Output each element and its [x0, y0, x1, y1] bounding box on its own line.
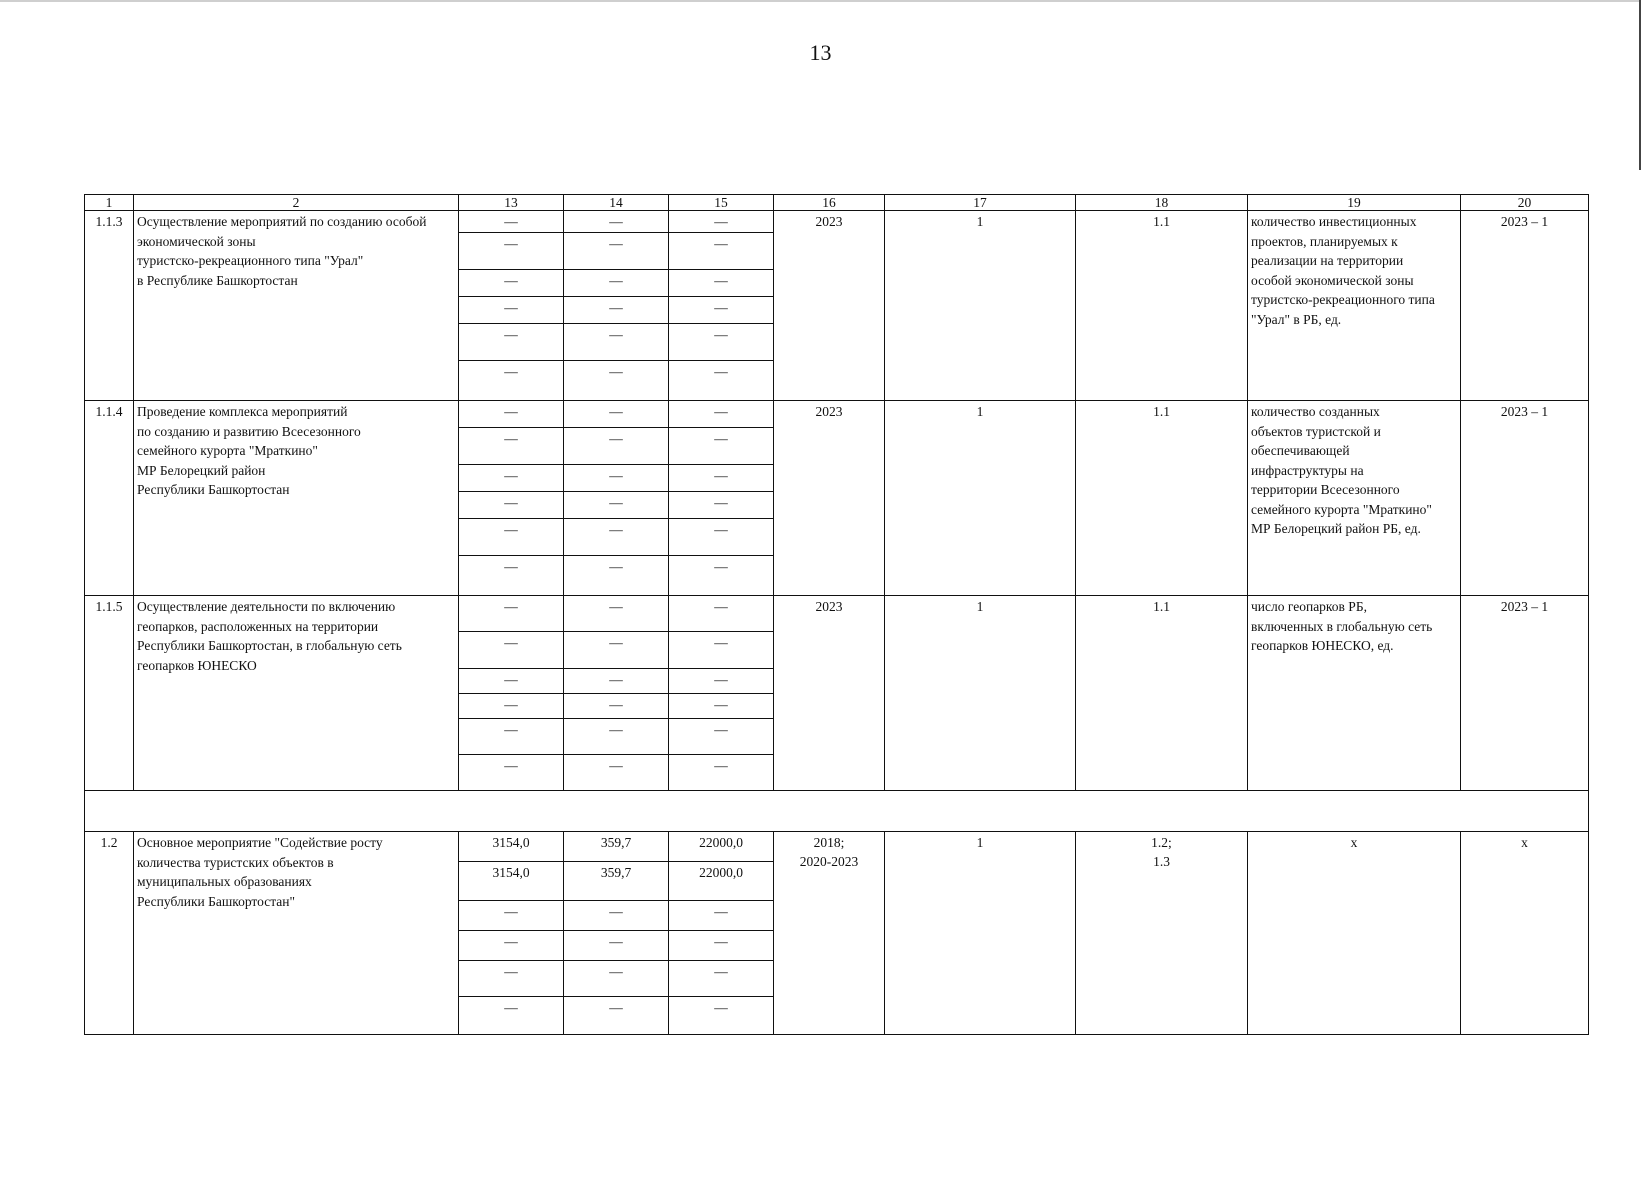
indicator-name-line: "Урал" в РБ, ед.	[1251, 311, 1342, 327]
indicator-name	[1248, 596, 1461, 791]
table-row	[85, 832, 1589, 862]
activity-number: 1.1.5	[85, 596, 134, 791]
header-cell: 15	[669, 195, 774, 211]
funding-cell-col15: —	[669, 669, 774, 694]
activity-name-line: Осуществление мероприятий по созданию особой	[137, 214, 427, 229]
table-row	[85, 211, 1589, 233]
funding-cell-col14: —	[564, 211, 669, 233]
funding-cell-col15: —	[669, 596, 774, 632]
funding-cell-col15: —	[669, 297, 774, 324]
column-17-value: 1	[885, 596, 1076, 791]
implementation-years	[774, 401, 885, 596]
funding-cell-col14: —	[564, 755, 669, 791]
funding-cell-col14: —	[564, 519, 669, 556]
funding-cell-col15: —	[669, 997, 774, 1035]
activity-name-line: Республики Башкортостан, в глобальную сеть	[137, 638, 402, 653]
activity-number: 1.1.4	[85, 401, 134, 596]
funding-cell-col15: —	[669, 632, 774, 669]
funding-cell-col15: —	[669, 556, 774, 596]
funding-cell-col15: —	[669, 755, 774, 791]
header-cell: 13	[459, 195, 564, 211]
funding-cell-col14: —	[564, 492, 669, 519]
indicator-name	[1248, 832, 1461, 1035]
indicator-target: 2023 – 1	[1461, 401, 1589, 596]
funding-cell-col13: —	[459, 719, 564, 755]
activity-name-line: по созданию и развитию Всесезонного	[137, 423, 361, 439]
implementation-years-line: 2023	[815, 599, 843, 614]
header-cell: 2	[134, 195, 459, 211]
funding-cell-col15: —	[669, 428, 774, 465]
indicator-reference	[1076, 401, 1248, 596]
indicator-reference-line: 1.1	[1153, 404, 1170, 419]
funding-cell-col15: —	[669, 719, 774, 755]
implementation-years	[774, 211, 885, 401]
indicator-reference-line: 1.1	[1153, 214, 1170, 229]
indicator-target: x	[1461, 832, 1589, 1035]
indicator-name-line: количество созданных	[1251, 404, 1380, 419]
funding-cell-col14: —	[564, 901, 669, 931]
funding-cell-col13: —	[459, 556, 564, 596]
funding-cell-col13: —	[459, 492, 564, 519]
funding-cell-col15: —	[669, 694, 774, 719]
indicator-name-line: количество инвестиционных	[1251, 214, 1417, 229]
activity-name-line: Республики Башкортостан	[137, 482, 290, 497]
funding-cell-col13: —	[459, 901, 564, 931]
funding-cell-col13: —	[459, 931, 564, 961]
indicator-name	[1248, 211, 1461, 401]
indicator-name-line: МР Белорецкий район РБ, ед.	[1251, 521, 1421, 536]
funding-cell-col14: —	[564, 669, 669, 694]
funding-cell-col14: 359,7	[564, 832, 669, 862]
implementation-years-line: 2020-2023	[799, 854, 859, 869]
indicator-name-line: туристско-рекреационного типа	[1251, 292, 1435, 307]
funding-cell-col14: —	[564, 694, 669, 719]
funding-cell-col15: —	[669, 931, 774, 961]
implementation-years-line: 2023	[815, 404, 843, 419]
indicator-name-line: геопарков ЮНЕСКО, ед.	[1251, 638, 1394, 653]
indicator-name-line: x	[1350, 835, 1358, 850]
funding-cell-col14: —	[564, 428, 669, 465]
funding-cell-col14: —	[564, 632, 669, 669]
header-cell: 19	[1248, 195, 1461, 211]
section-gap-row	[85, 791, 1589, 832]
header-row	[85, 195, 1589, 211]
funding-cell-col13: —	[459, 694, 564, 719]
indicator-target: 2023 – 1	[1461, 596, 1589, 791]
funding-cell-col14: —	[564, 931, 669, 961]
activity-name-line: Проведение комплекса мероприятий	[137, 404, 348, 419]
implementation-years-line: 2018;	[813, 835, 845, 850]
indicator-name-line: включенных в глобальную сеть	[1251, 618, 1433, 634]
activity-name-line: туристско-рекреационного типа "Урал"	[137, 253, 364, 268]
activity-name-line: геопарков ЮНЕСКО	[137, 657, 257, 673]
column-17-value: 1	[885, 211, 1076, 401]
column-17-value: 1	[885, 832, 1076, 1035]
indicator-name-line: территории Всесезонного	[1251, 482, 1400, 497]
activity-name	[134, 832, 459, 1035]
funding-cell-col14: —	[564, 556, 669, 596]
indicator-name-line: число геопарков РБ,	[1251, 599, 1367, 614]
activity-name	[134, 401, 459, 596]
funding-cell-col15: —	[669, 465, 774, 492]
indicator-name-line: проектов, планируемых к	[1251, 233, 1398, 249]
funding-cell-col14: —	[564, 297, 669, 324]
activity-name-line: геопарков, расположенных на территории	[137, 618, 379, 634]
funding-cell-col13: 3154,0	[459, 832, 564, 862]
activity-name-line: Осуществление деятельности по включению	[137, 599, 396, 614]
implementation-years	[774, 832, 885, 1035]
header-cell: 20	[1461, 195, 1589, 211]
activity-name	[134, 211, 459, 401]
funding-cell-col14: —	[564, 596, 669, 632]
funding-cell-col14: —	[564, 719, 669, 755]
funding-cell-col14: —	[564, 233, 669, 270]
funding-cell-col13: —	[459, 211, 564, 233]
activity-name-line: Республики Башкортостан"	[137, 893, 296, 909]
indicator-name-line: семейного курорта "Мраткино"	[1251, 501, 1432, 517]
activity-name-line: муниципальных образованиях	[137, 874, 312, 889]
funding-cell-col15: —	[669, 233, 774, 270]
activity-name-line: количества туристских объектов в	[137, 854, 334, 870]
funding-cell-col13: —	[459, 297, 564, 324]
activity-name-line: МР Белорецкий район	[137, 462, 266, 478]
funding-cell-col14: —	[564, 401, 669, 428]
activity-name-line: экономической зоны	[137, 233, 256, 249]
funding-cell-col13: —	[459, 519, 564, 556]
funding-cell-col14: —	[564, 465, 669, 492]
indicator-reference	[1076, 832, 1248, 1035]
funding-cell-col13: —	[459, 755, 564, 791]
funding-cell-col13: —	[459, 961, 564, 997]
funding-cell-col15: —	[669, 270, 774, 297]
funding-cell-col13: —	[459, 632, 564, 669]
implementation-years-line: 2023	[815, 214, 843, 229]
activity-name	[134, 596, 459, 791]
table-row	[85, 401, 1589, 428]
funding-cell-col15: —	[669, 401, 774, 428]
funding-cell-col14: —	[564, 961, 669, 997]
funding-cell-col15: 22000,0	[669, 862, 774, 901]
activity-name-line: Основное мероприятие "Содействие росту	[137, 835, 383, 850]
activity-number: 1.1.3	[85, 211, 134, 401]
funding-cell-col13: —	[459, 669, 564, 694]
header-cell: 1	[85, 195, 134, 211]
activity-number: 1.2	[85, 832, 134, 1035]
funding-cell-col13: —	[459, 465, 564, 492]
funding-cell-col14: —	[564, 270, 669, 297]
indicator-reference-line: 1.2;	[1151, 835, 1172, 850]
header-cell: 17	[885, 195, 1076, 211]
indicator-name-line: обеспечивающей	[1251, 443, 1350, 458]
funding-cell-col13: —	[459, 428, 564, 465]
funding-cell-col15: 22000,0	[669, 832, 774, 862]
header-cell: 18	[1076, 195, 1248, 211]
indicator-name	[1248, 401, 1461, 596]
indicator-reference-line: 1.3	[1153, 854, 1170, 869]
implementation-years	[774, 596, 885, 791]
funding-cell-col14: —	[564, 361, 669, 401]
activity-name-line: семейного курорта "Мраткино"	[137, 443, 318, 458]
indicator-reference-line: 1.1	[1153, 599, 1170, 614]
indicator-name-line: инфраструктуры на	[1251, 462, 1364, 478]
indicator-reference	[1076, 596, 1248, 791]
funding-cell-col15: —	[669, 492, 774, 519]
section-gap-cell	[85, 791, 1589, 832]
funding-cell-col13: 3154,0	[459, 862, 564, 901]
funding-cell-col14: 359,7	[564, 862, 669, 901]
funding-cell-col13: —	[459, 324, 564, 361]
funding-cell-col15: —	[669, 361, 774, 401]
funding-cell-col13: —	[459, 270, 564, 297]
funding-cell-col13: —	[459, 233, 564, 270]
funding-cell-col14: —	[564, 324, 669, 361]
page-number: 13	[809, 40, 832, 65]
table-row	[85, 596, 1589, 632]
header-cell: 14	[564, 195, 669, 211]
indicator-name-line: особой экономической зоны	[1251, 272, 1414, 288]
indicator-target: 2023 – 1	[1461, 211, 1589, 401]
header-cell: 16	[774, 195, 885, 211]
activity-name-line: в Республике Башкортостан	[137, 272, 298, 288]
column-17-value: 1	[885, 401, 1076, 596]
funding-cell-col13: —	[459, 361, 564, 401]
plan-table	[84, 194, 1589, 1035]
indicator-name-line: реализации на территории	[1251, 253, 1404, 268]
funding-cell-col15: —	[669, 211, 774, 233]
funding-cell-col15: —	[669, 901, 774, 931]
funding-cell-col15: —	[669, 324, 774, 361]
indicator-name-line: объектов туристской и	[1251, 423, 1381, 439]
funding-cell-col13: —	[459, 997, 564, 1035]
funding-cell-col15: —	[669, 961, 774, 997]
scan-edge-top	[0, 0, 1641, 2]
funding-cell-col14: —	[564, 997, 669, 1035]
funding-cell-col13: —	[459, 401, 564, 428]
funding-cell-col13: —	[459, 596, 564, 632]
funding-cell-col15: —	[669, 519, 774, 556]
indicator-reference	[1076, 211, 1248, 401]
